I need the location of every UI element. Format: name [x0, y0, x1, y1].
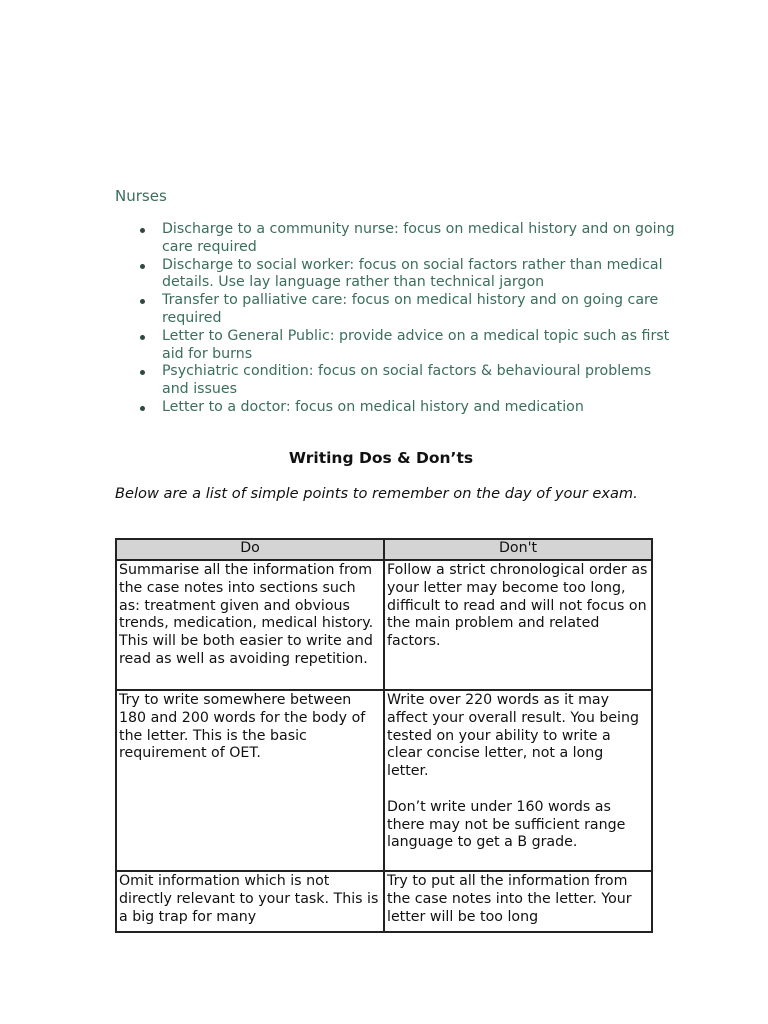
list-item — [115, 328, 675, 364]
table-row — [116, 560, 652, 690]
table-row — [116, 690, 652, 871]
cell-text: Follow a strict chronological order as your letter may become too long, difficult to read and will not focus on the main problem and related factors. — [387, 562, 648, 650]
do-cell — [116, 871, 384, 932]
list-item — [115, 292, 675, 328]
do-cell — [116, 560, 384, 690]
nurses-letter-types-list — [115, 221, 675, 417]
bullet-icon — [140, 370, 145, 375]
list-item — [115, 257, 675, 293]
bullet-icon — [140, 228, 145, 233]
list-item-text: Discharge to a community nurse: focus on medical history and on going care required — [162, 221, 675, 255]
list-item-text: Transfer to palliative care: focus on medical history and on going care required — [162, 292, 659, 326]
list-item-text: Letter to General Public: provide advice on a medical topic such as first aid for burns — [162, 327, 670, 362]
list-item — [115, 363, 675, 399]
intro-text: Below are a list of simple points to remember on the day of your exam. — [115, 485, 638, 502]
list-item — [115, 399, 675, 417]
table-header-row — [116, 539, 652, 560]
list-item — [115, 221, 675, 257]
writing-dos-donts-title: Writing Dos & Don’ts — [288, 449, 474, 467]
do-column-header: Do — [116, 539, 384, 560]
cell-text: Try to write somewhere between 180 and 200 words for the body of the letter. This is the basic requirement of OET. — [119, 692, 366, 762]
nurses-heading: Nurses — [115, 187, 167, 205]
cell-text: Summarise all the information from the case notes into sections such as: treatment given and obvious trends, medication, medical history. This will be both easier to write and read as well as avoiding repetition. — [119, 562, 374, 667]
dont-cell — [384, 560, 652, 690]
dont-column-header: Don't — [384, 539, 652, 560]
bullet-icon — [140, 299, 145, 304]
bullet-icon — [140, 406, 145, 411]
dont-cell — [384, 690, 652, 871]
list-item-text: Psychiatric condition: focus on social factors & behavioural problems and issues — [162, 363, 652, 398]
list-item-text: Letter to a doctor: focus on medical history and medication — [162, 398, 584, 415]
cell-text: Write over 220 words as it may affect your overall result. You being tested on your ability to write a clear concise letter, not a long letter. — [387, 692, 639, 780]
do-cell — [116, 690, 384, 871]
cell-text: Try to put all the information from the case notes into the letter. Your letter will be too long — [387, 873, 632, 925]
cell-text: Omit information which is not directly relevant to your task. This is a big trap for many — [119, 873, 379, 925]
bullet-icon — [140, 335, 145, 340]
cell-text: Don’t write under 160 words as there may not be sufficient range language to get a B grade. — [387, 798, 626, 851]
list-item-text: Discharge to social worker: focus on social factors rather than medical details. Use lay language rather than technical jargon — [162, 256, 663, 291]
dont-cell — [384, 871, 652, 932]
table-row — [116, 871, 652, 932]
dos-donts-table — [115, 538, 653, 933]
bullet-icon — [140, 264, 145, 269]
